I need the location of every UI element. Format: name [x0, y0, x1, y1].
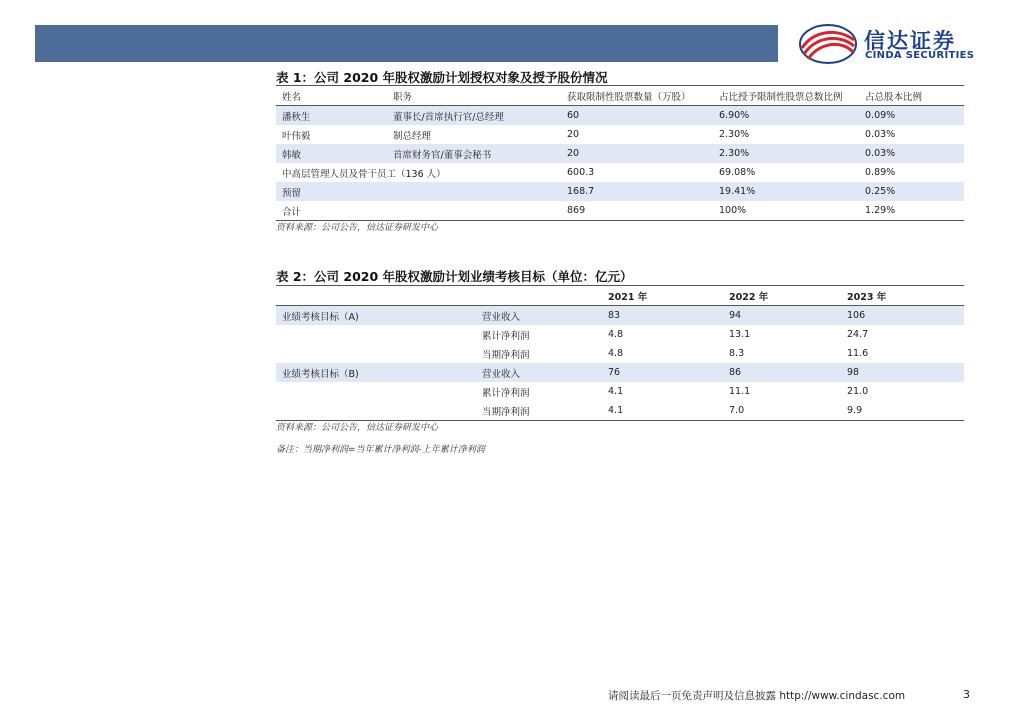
table1-header-cell: 占比授予限制性股票总数比例: [713, 86, 859, 106]
table-cell: 0.03%: [859, 144, 964, 163]
table-cell: 869: [561, 201, 713, 221]
logo-english-name: CINDA SECURITIES: [865, 50, 975, 61]
table-cell: 0.89%: [865, 167, 896, 178]
header-bar: [35, 25, 778, 62]
table-cell: 韩敏: [276, 144, 387, 163]
table-row: [276, 306, 964, 326]
table-cell: 20: [561, 144, 713, 163]
table-row: [276, 325, 964, 344]
table-cell: [276, 325, 476, 344]
table-cell: 11.1: [729, 386, 751, 397]
table-cell: 7.0: [723, 401, 841, 421]
table-cell: 1.29%: [859, 201, 964, 221]
table-cell: 600.3: [567, 167, 595, 178]
table-row: [276, 363, 964, 382]
table-cell: 6.90%: [713, 106, 859, 126]
cinda-logo-mark-icon: [798, 22, 858, 66]
table-cell: 60: [561, 106, 713, 126]
table-cell: 预留: [276, 182, 387, 201]
table-cell: 86: [723, 363, 841, 382]
table1-title: 表 1：公司 2020 年股权激励计划授权对象及授予股份情况: [276, 70, 608, 85]
table1-header-cell: 占总股本比例: [859, 86, 964, 106]
table-cell: 69.08%: [719, 167, 756, 178]
table-cell: 累计净利润: [482, 330, 530, 342]
table-cell: 4.8: [608, 329, 624, 340]
table-cell: 中高层管理人员及骨干员工（136 人）: [282, 168, 446, 180]
table-cell: 20: [567, 129, 580, 140]
table-cell: 0.25%: [859, 182, 964, 201]
table-row: [276, 144, 964, 163]
table-cell: 2.30%: [713, 144, 859, 163]
table-cell: 合计: [276, 201, 387, 221]
table1-header-cell: 姓名: [276, 86, 387, 106]
table-cell: [276, 344, 476, 363]
table-cell: 9.9: [841, 401, 964, 421]
table2-title: 表 2：公司 2020 年股权激励计划业绩考核目标（单位：亿元）: [276, 269, 633, 284]
table-cell: [276, 382, 476, 401]
table-cell: 董事长/首席执行官/总经理: [387, 106, 561, 126]
table-cell: 2.30%: [719, 129, 750, 140]
table-row: [276, 382, 964, 401]
table-cell: 19.41%: [713, 182, 859, 201]
table-cell: 制总经理: [393, 130, 432, 142]
table-cell: 业绩考核目标（A): [276, 306, 476, 326]
table2-header-row: [276, 286, 964, 306]
table2: [276, 285, 964, 421]
table-cell: 潘秋生: [276, 106, 387, 126]
table2-remark-note: 备注：当期净利润=当年累计净利润-上年累计净利润: [276, 445, 485, 455]
logo-chinese-name: 信达证券: [864, 29, 956, 53]
table-cell: 168.7: [561, 182, 713, 201]
table-row: [276, 344, 964, 363]
table-cell: 98: [841, 363, 964, 382]
table-cell: 24.7: [847, 329, 869, 340]
cinda-logo: [798, 22, 978, 66]
table-row: [276, 163, 964, 182]
footer-disclaimer: 请阅读最后一页免责声明及信息披露 http://www.cindasc.com: [608, 690, 906, 702]
table-cell: 营业收入: [476, 306, 602, 326]
table-cell: 0.03%: [865, 129, 896, 140]
table-cell: 94: [723, 306, 841, 326]
table-cell: 4.8: [608, 348, 624, 359]
table2-header-cell: 2021 年: [602, 286, 723, 306]
page-number: 3: [963, 688, 970, 701]
table-cell: 4.1: [602, 401, 723, 421]
table-row: [276, 182, 964, 201]
table2-source-note: 资料来源：公司公告，信达证券研发中心: [276, 423, 439, 433]
table2-header-cell: [276, 286, 476, 306]
table-cell: [387, 201, 561, 221]
table-cell: 11.6: [847, 348, 869, 359]
table-cell: [276, 401, 476, 421]
table-cell: 营业收入: [476, 363, 602, 382]
table1-header-cell: 职务: [387, 86, 561, 106]
table-cell: 当期净利润: [482, 349, 530, 361]
table-cell: 13.1: [729, 329, 751, 340]
table-cell: 8.3: [729, 348, 745, 359]
table-cell: 100%: [713, 201, 859, 221]
table-cell: 0.09%: [859, 106, 964, 126]
table-cell: 叶伟毅: [282, 130, 311, 142]
table-cell: 21.0: [847, 386, 869, 397]
table-row: [276, 201, 964, 221]
table-cell: 业绩考核目标（B): [276, 363, 476, 382]
table-row: [276, 125, 964, 144]
table-cell: 当期净利润: [476, 401, 602, 421]
table1-source-note: 资料来源：公司公告，信达证券研发中心: [276, 223, 439, 233]
table2-header-cell: 2022 年: [723, 286, 841, 306]
table-cell: 累计净利润: [482, 387, 530, 399]
table-row: [276, 401, 964, 421]
table-row: [276, 106, 964, 126]
table-cell: 106: [841, 306, 964, 326]
table2-header-cell: 2023 年: [841, 286, 964, 306]
table1-header-cell: 获取限制性股票数量（万股）: [561, 86, 713, 106]
table2-header-cell: [476, 286, 602, 306]
table-cell: 76: [602, 363, 723, 382]
table-cell: 首席财务官/董事会秘书: [387, 144, 561, 163]
table-cell: 83: [602, 306, 723, 326]
table1-header-row: [276, 86, 964, 106]
table-cell: 4.1: [608, 386, 624, 397]
table1: [276, 85, 964, 221]
table-cell: [387, 182, 561, 201]
